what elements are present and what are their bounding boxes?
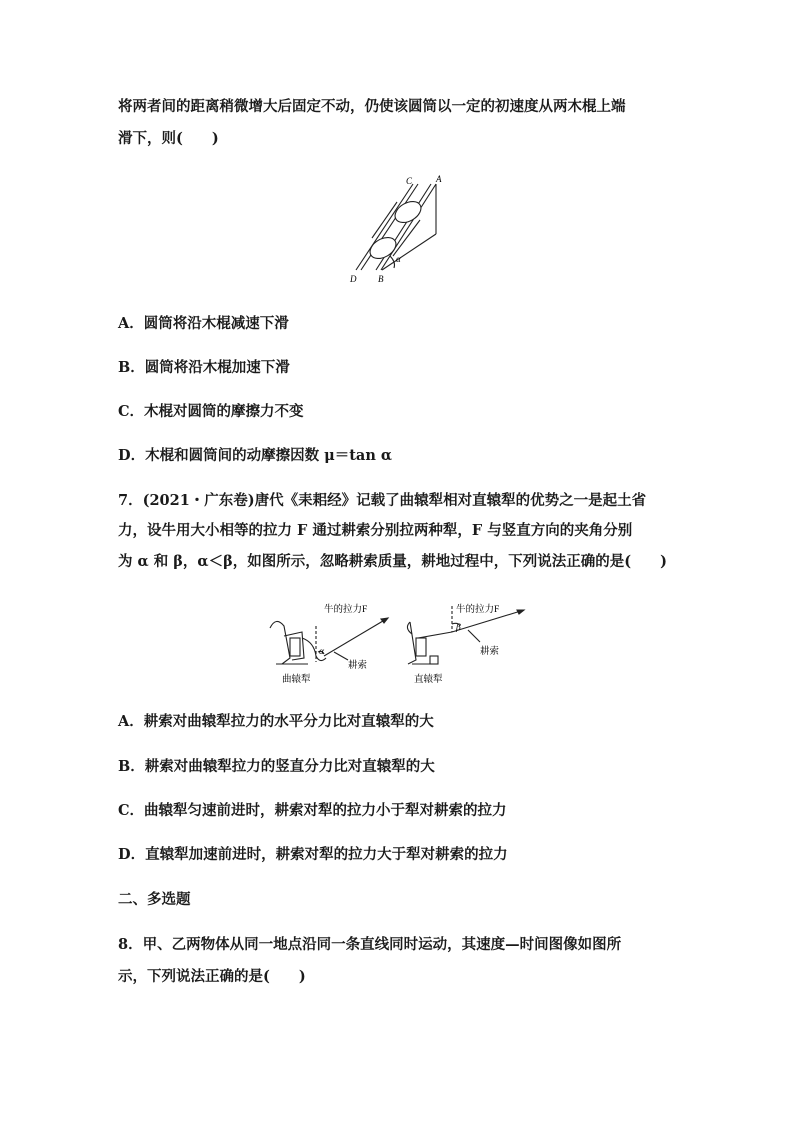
q8-stem-line1: 8．甲、乙两物体从同一地点沿同一条直线同时运动，其速度—时间图像如图所 [118,936,622,953]
label-alpha: α [396,254,401,264]
q7-stem-line2: 力，设牛用大小相等的拉力 F 通过耕索分别拉两种犁，F 与竖直方向的夹角分别 [118,522,633,539]
q8-stem-line2: 示，下列说法正确的是( ) [118,968,306,985]
q7-option-c: C．曲辕犁匀速前进时，耕索对犁的拉力小于犁对耕索的拉力 [118,802,507,819]
q7-option-a: A．耕索对曲辕犁拉力的水平分力比对直辕犁的大 [118,713,434,730]
q6-option-c: C．木棍对圆筒的摩擦力不变 [118,403,304,420]
q7-stem-line1: 7．(2021・广东卷)唐代《耒耜经》记载了曲辕犁相对直辕犁的优势之一是起土省 [118,492,647,509]
right-caption: 直辕犁 [414,675,443,685]
q6-stem-line1: 将两者间的距离稍微增大后固定不动，仍使该圆筒以一定的初速度从两木棍上端 [118,98,626,115]
left-caption: 曲辕犁 [282,675,311,685]
q6-option-a: A．圆筒将沿木棍减速下滑 [118,315,289,332]
q6-cylinder-figure [340,172,460,290]
label-b: B [378,274,384,284]
label-d: D [350,274,357,284]
q6-option-d: D．木棍和圆筒间的动摩擦因数 μ＝tan α [118,447,393,464]
q7-plough-figure [262,598,542,690]
left-angle-label: α [319,647,324,657]
q7-option-b: B．耕索对曲辕犁拉力的竖直分力比对直辕犁的大 [118,758,435,775]
label-a: A [436,174,442,184]
right-rope-label: 耕索 [480,647,500,657]
q6-stem-line2: 滑下，则( ) [118,130,219,147]
left-force-label: 牛的拉力F [324,605,368,615]
right-angle-label: β [456,623,461,633]
left-rope-label: 耕索 [348,661,368,671]
q7-stem-line3: 为 α 和 β，α＜β，如图所示，忽略耕索质量，耕地过程中，下列说法正确的是( ) [118,553,667,570]
label-c: C [406,176,413,186]
q7-option-d: D．直辕犁加速前进时，耕索对犁的拉力大于犁对耕索的拉力 [118,846,508,863]
section-title: 二、多选题 [118,891,191,908]
q6-option-b: B．圆筒将沿木棍加速下滑 [118,359,290,376]
right-force-label: 牛的拉力F [456,605,500,615]
